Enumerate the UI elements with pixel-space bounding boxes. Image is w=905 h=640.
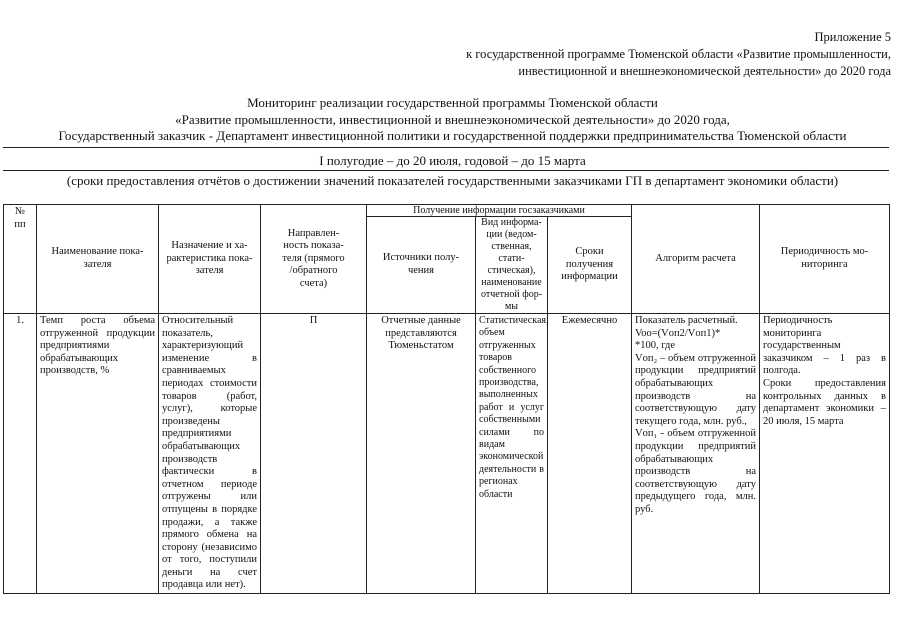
report-deadline: I полугодие – до 20 июля, годовой – до 15 марта <box>319 153 586 168</box>
header-num: № пп <box>4 205 37 314</box>
algorithm-intro: Показатель расчетный. <box>635 315 738 326</box>
title-line-1: Мониторинг реализации государственной программы Тюменской области <box>247 95 658 110</box>
row-terms: Ежемесячно <box>548 314 632 594</box>
header-terms: Сроки получения информации <box>548 217 632 314</box>
row-form: Статистическая, объем отгруженных товаров собственного производства, выполненных работ и услуг собственными силами по видам экономической деятельности в регионах области <box>476 314 548 594</box>
periodicity-deadlines: Сроки предоставления контрольных данных в департамент экономики – 20 июля, 15 марта <box>763 377 886 427</box>
header-info-group: Получение информации госзаказчиками <box>367 205 632 217</box>
appendix-line-2: к государственной программе Тюменской области «Развитие промышленности, <box>466 47 891 61</box>
table-header-row <box>4 205 890 217</box>
header-algorithm: Алгоритм расчета <box>632 205 760 314</box>
header-purpose: Назначение и ха- рактеристика пока- зателя <box>159 205 261 314</box>
header-periodicity: Периодичность мо- ниторинга <box>760 205 890 314</box>
periodicity-frequency: Периодичность мониторинга государственным заказчиком – 1 раз в полгода. <box>763 315 886 377</box>
algorithm-vop2: Vоп₂ – объем отгруженной продукции предприятий обрабатывающих производств на соответствующую дату текущего года, млн. руб., <box>635 352 756 427</box>
deadline-rule <box>3 170 889 171</box>
row-periodicity <box>760 314 890 594</box>
row-name: Темп роста объема отгруженной продукции предприятиями обрабатывающих производств, % <box>37 314 159 594</box>
monitoring-table <box>3 204 890 594</box>
algorithm-formula: Voo=(Vоп2/Vоп1)* *100, где <box>635 327 721 352</box>
header-name: Наименование пока- зателя <box>37 205 159 314</box>
table-row <box>4 314 890 594</box>
deadline-note: (сроки предоставления отчётов о достижении значений показателей государственными заказчиками ГП в департамент экономики области) <box>66 173 839 188</box>
appendix-line-3: инвестиционной и внешнеэкономической деятельности» до 2020 года <box>518 64 891 78</box>
algorithm-vop1: Vоп₁ - объем отгруженной продукции предприятий обрабатывающих производств на соответствующую дату предыдущего года, млн. руб. <box>635 428 756 515</box>
title-line-3: Государственный заказчик - Департамент инвестиционной политики и государственной поддержки предпринимательства Тюменской области <box>58 128 847 143</box>
row-sources: Отчетные данные представляются Тюменьстатом <box>367 314 476 594</box>
title-line-2: «Развитие промышленности, инвестиционной и внешнеэкономической деятельности» до 2020 года, <box>175 112 730 127</box>
row-direction: П <box>261 314 367 594</box>
header-sources: Источники полу- чения <box>367 217 476 314</box>
row-purpose: Относительный показатель, характеризующий изменение в сравниваемых периодах стоимости товаров (работ, услуг), которые произведены предприятиями обрабатывающих производств фактически в отчетном периоде отгружены или отпущены в порядке продажи, а также прямого обмена на сторону (независимо от того, поступили деньги на счет продавца или нет). <box>159 314 261 594</box>
row-algorithm <box>632 314 760 594</box>
header-form: Вид информа- ции (ведом- ственная, стати- стическая), наименование отчетной фор- мы <box>476 217 548 314</box>
appendix-label: Приложение 5 <box>814 30 891 44</box>
title-rule <box>3 147 889 148</box>
header-direction: Направлен- ность показа- теля (прямого /обратного счета) <box>261 205 367 314</box>
row-num: 1. <box>4 314 37 594</box>
